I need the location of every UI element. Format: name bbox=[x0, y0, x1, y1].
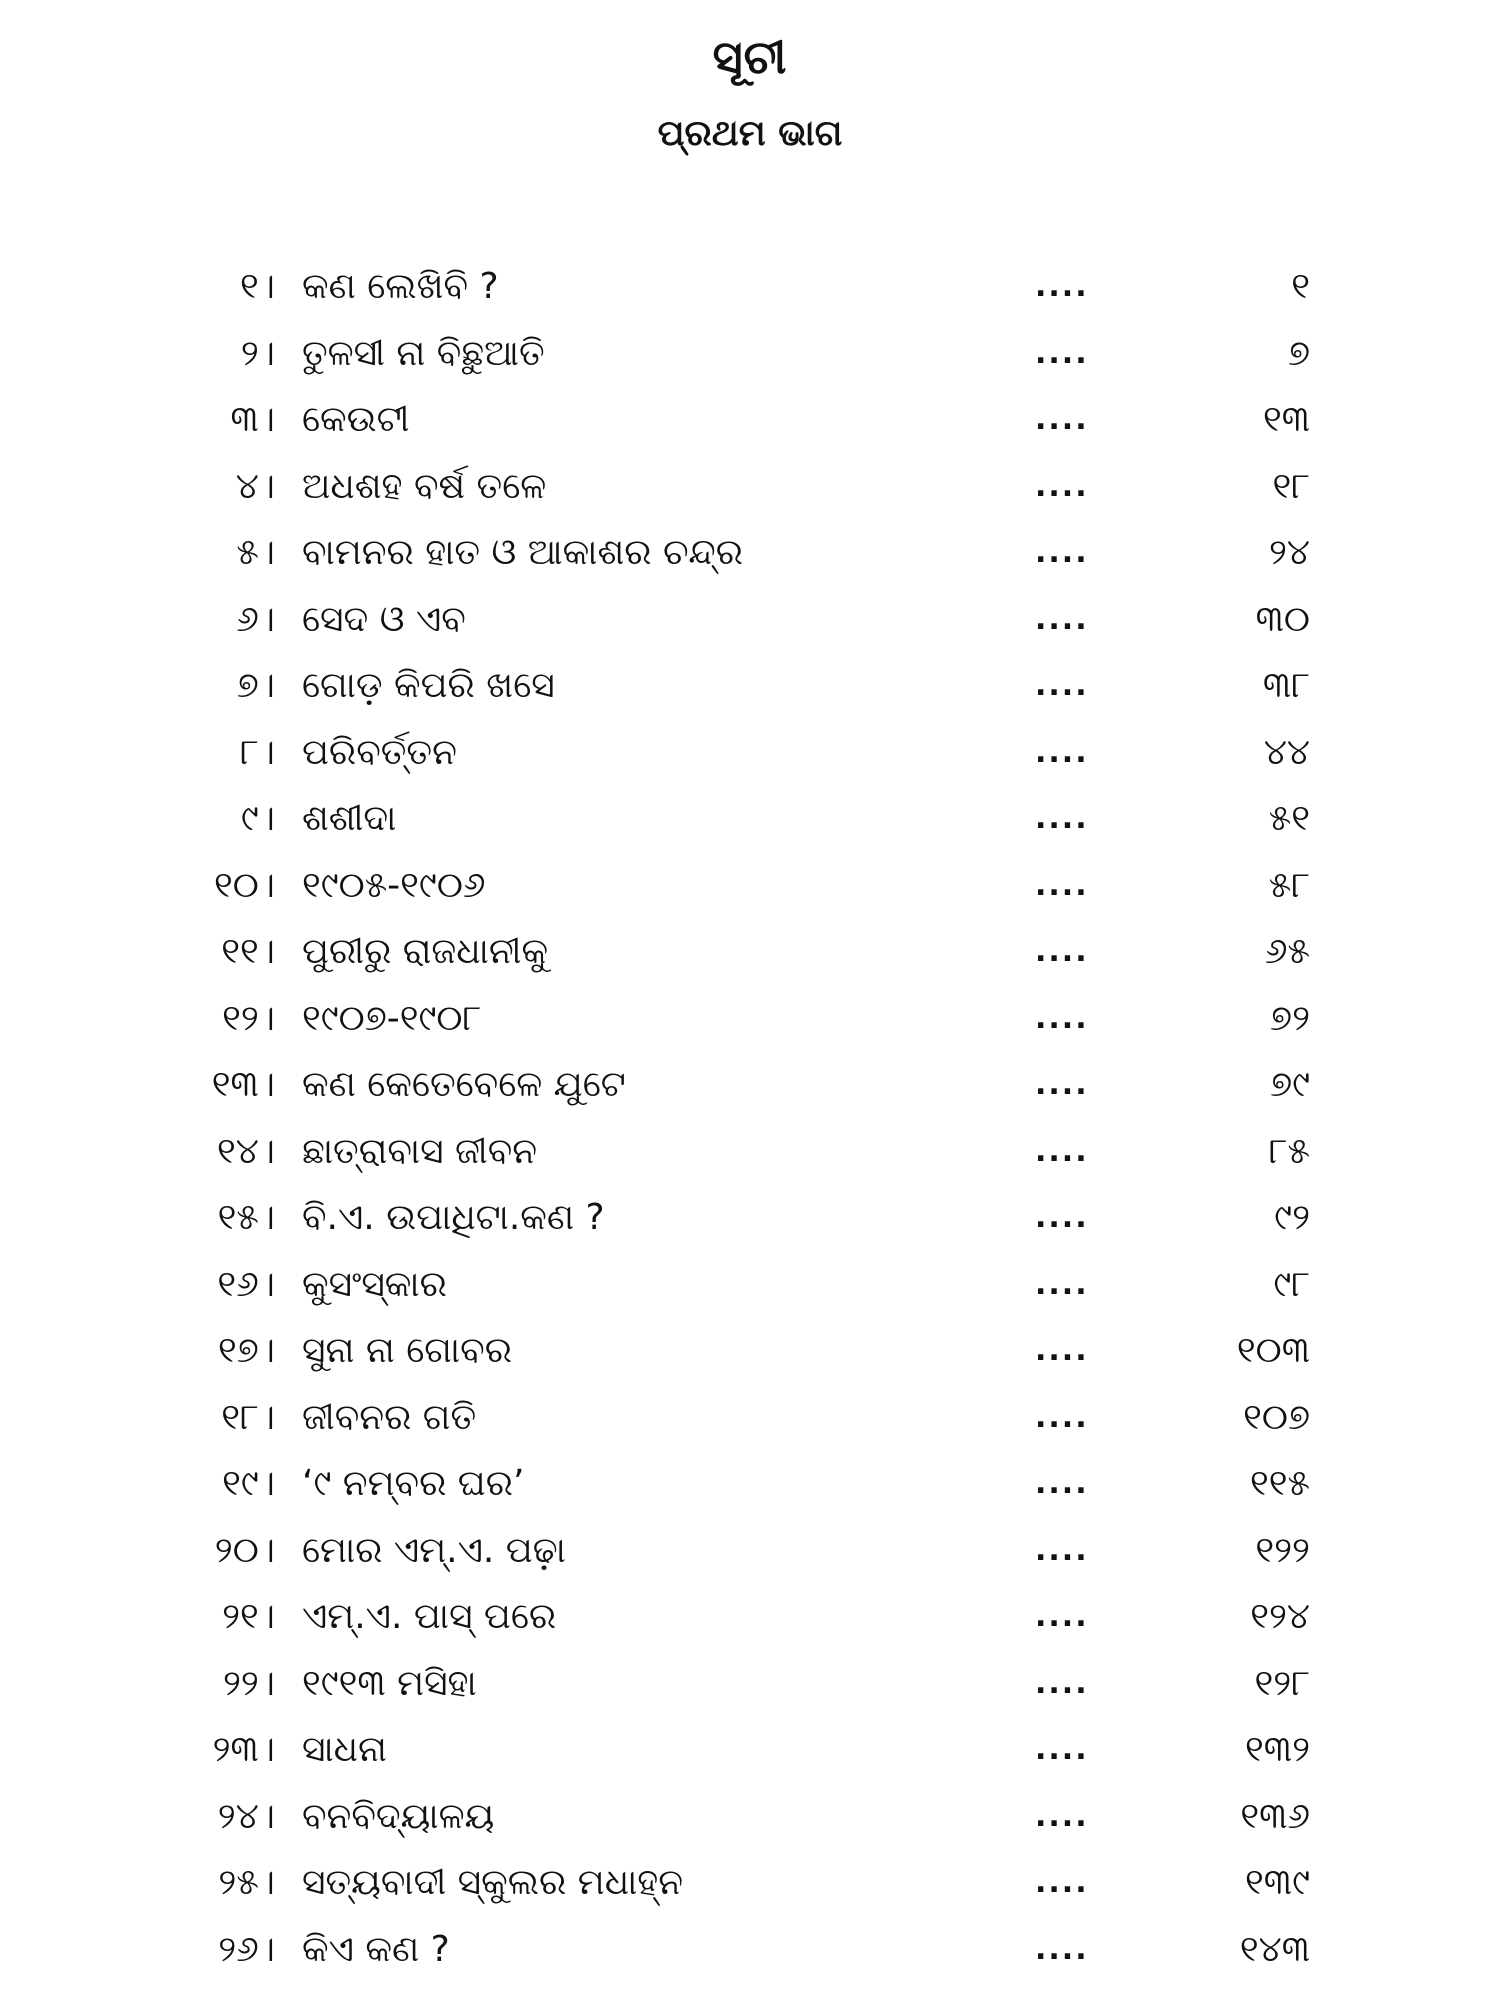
toc-entry-page-number: ୧୩୯ bbox=[1245, 1862, 1310, 1903]
page-subtitle: ପ୍ରଥମ ଭାଗ bbox=[657, 113, 843, 154]
toc-entry-leader-dots: .... bbox=[1035, 1665, 1089, 1701]
toc-entry-number: ୧୯। bbox=[222, 1463, 275, 1504]
toc-entry-title: ଅଧଶହ ବର୍ଷ ତଳେ bbox=[302, 465, 547, 507]
toc-entry bbox=[0, 1127, 1500, 1194]
toc-entry-leader-dots: .... bbox=[1035, 1798, 1089, 1834]
toc-entry-title: ବି.ଏ. ଉପାଧିଟା.କଣ ? bbox=[302, 1197, 605, 1238]
toc-entry-number: ୨୩। bbox=[212, 1729, 275, 1770]
toc-entry-number: ୫। bbox=[236, 532, 275, 573]
toc-entry-title: ବନବିଦ୍ୟାଳୟ bbox=[302, 1795, 495, 1837]
toc-entry-leader-dots: .... bbox=[1035, 335, 1089, 371]
toc-entry bbox=[0, 794, 1500, 861]
toc-entry-leader-dots: .... bbox=[1035, 269, 1089, 304]
toc-entry-number: ୨୫। bbox=[218, 1862, 275, 1903]
toc-entry bbox=[0, 728, 1500, 795]
toc-entry bbox=[0, 1526, 1500, 1593]
toc-entry-leader-dots: .... bbox=[1035, 801, 1089, 836]
toc-entry bbox=[0, 395, 1500, 462]
toc-entry-title: ସାଧନା bbox=[302, 1729, 387, 1770]
toc-entry-title: କଣ କେତେବେଳେ ଯୁଟେ bbox=[302, 1064, 626, 1105]
toc-entry-title: ପୁରୀରୁ ରାଜଧାନୀକୁ bbox=[302, 931, 549, 972]
toc-entry-page-number: ୧୦୩ bbox=[1236, 1330, 1310, 1371]
toc-entry bbox=[0, 262, 1500, 329]
toc-entry-page-number: ୧୮ bbox=[1272, 465, 1310, 507]
toc-entry-title: କେଉଟୀ bbox=[302, 399, 410, 440]
toc-entry-number: ୧୩। bbox=[211, 1064, 275, 1105]
toc-entry-page-number: ୮୫ bbox=[1268, 1130, 1310, 1172]
toc-entry-page-number: ୫୧ bbox=[1268, 798, 1310, 839]
toc-entry-title: କୁସଂସ୍କାର bbox=[302, 1263, 447, 1305]
toc-entry bbox=[0, 1193, 1500, 1260]
toc-entry-leader-dots: .... bbox=[1035, 535, 1089, 570]
toc-entry bbox=[0, 1792, 1500, 1859]
toc-entry bbox=[0, 1858, 1500, 1925]
toc-entry-number: ୨୬। bbox=[218, 1928, 275, 1970]
toc-entry-page-number: ୬୫ bbox=[1264, 931, 1310, 972]
toc-entry-page-number: ୧ bbox=[1291, 266, 1310, 307]
toc-entry-leader-dots: .... bbox=[1035, 934, 1089, 969]
toc-entry bbox=[0, 861, 1500, 928]
toc-entry-number: ୧। bbox=[240, 266, 275, 307]
toc-entry-title: ସତ୍ୟବାଦୀ ସ୍କୁଲର ମଧାହ୍ନ bbox=[302, 1862, 684, 1903]
toc-entry-number: ୯। bbox=[240, 798, 275, 839]
toc-entry-number: ୧୮। bbox=[221, 1396, 275, 1438]
toc-entry bbox=[0, 1659, 1500, 1726]
toc-entry-title: ୧୯୦୫-୧୯୦୬ bbox=[302, 864, 486, 906]
toc-entry-page-number: ୯୨ bbox=[1274, 1197, 1310, 1238]
toc-entry-title: ଛାତ୍ରାବାସ ଜୀବନ bbox=[302, 1130, 538, 1172]
toc-entry-leader-dots: .... bbox=[1035, 1532, 1089, 1568]
toc-entry-title: କିଏ କଣ ? bbox=[302, 1928, 450, 1970]
toc-entry bbox=[0, 595, 1500, 662]
toc-entry-title: ପରିବର୍ତ୍ତନ bbox=[302, 731, 457, 773]
toc-entry bbox=[0, 462, 1500, 529]
toc-entry-page-number: ୧୩୨ bbox=[1245, 1729, 1310, 1770]
toc-entry-page-number: ୭୯ bbox=[1270, 1064, 1310, 1105]
toc-entry-page-number: ୧୩୬ bbox=[1240, 1795, 1310, 1837]
toc-entry-title: ୧୯୧୩ ମସିହା bbox=[302, 1662, 477, 1704]
toc-entry-number: ୧୬। bbox=[217, 1263, 275, 1305]
toc-entry-page-number: ୫୮ bbox=[1268, 864, 1310, 906]
toc-entry bbox=[0, 1393, 1500, 1460]
toc-entry bbox=[0, 661, 1500, 728]
toc-entry-page-number: ୧୨୪ bbox=[1250, 1596, 1310, 1637]
toc-entry-title: ଏମ୍.ଏ. ପାସ୍ ପରେ bbox=[302, 1596, 557, 1637]
toc-entry-leader-dots: .... bbox=[1035, 1266, 1089, 1302]
toc-entry-page-number: ୪୪ bbox=[1263, 731, 1310, 773]
toc-entry-number: ୨୦। bbox=[214, 1529, 275, 1571]
toc-entry-number: ୧୦। bbox=[213, 864, 275, 906]
toc-entry-title: ଶଶୀଦା bbox=[302, 798, 397, 839]
toc-entry bbox=[0, 1459, 1500, 1526]
toc-entry-leader-dots: .... bbox=[1035, 1200, 1089, 1235]
toc-entry-title: ସେଦ ଓ ଏବ bbox=[302, 598, 466, 640]
toc-entry bbox=[0, 1326, 1500, 1393]
toc-entry-title: ସୁନା ନା ଗୋବର bbox=[302, 1330, 512, 1371]
toc-entry-page-number: ୧୧୫ bbox=[1250, 1463, 1310, 1504]
toc-entry-leader-dots: .... bbox=[1035, 1133, 1089, 1169]
toc-entry-title: ଜୀବନର ଗତି bbox=[302, 1396, 477, 1438]
toc-entry-number: ୮। bbox=[240, 731, 275, 773]
toc-entry-leader-dots: .... bbox=[1035, 734, 1089, 770]
toc-entry-page-number: ୭୨ bbox=[1270, 997, 1310, 1039]
toc-entry-leader-dots: .... bbox=[1035, 867, 1089, 903]
toc-entry-leader-dots: .... bbox=[1035, 1399, 1089, 1435]
toc-entry-leader-dots: .... bbox=[1035, 601, 1089, 637]
toc-entry-leader-dots: .... bbox=[1035, 402, 1089, 437]
toc-entry bbox=[0, 1260, 1500, 1327]
toc-entry-number: ୧୨। bbox=[222, 997, 275, 1039]
toc-entry-number: ୧୧। bbox=[221, 931, 275, 972]
toc-entry-title: ୧୯୦୭-୧୯୦୮ bbox=[302, 997, 482, 1039]
toc-entry-number: ୨୧। bbox=[222, 1596, 275, 1637]
toc-entry-leader-dots: .... bbox=[1035, 1732, 1089, 1767]
toc-entry-leader-dots: .... bbox=[1035, 1865, 1089, 1900]
toc-entry-number: ୬। bbox=[236, 598, 275, 640]
toc-entry-title: କଣ ଲେଖିବି ? bbox=[302, 266, 499, 307]
toc-entry-page-number: ୨୪ bbox=[1268, 532, 1310, 573]
toc-entry-number: ୭। bbox=[236, 665, 275, 706]
toc-entry bbox=[0, 1592, 1500, 1659]
toc-entry-page-number: ୩୦ bbox=[1255, 598, 1310, 640]
toc-entry-number: ୨୨। bbox=[222, 1662, 275, 1704]
toc-entry-leader-dots: .... bbox=[1035, 468, 1089, 504]
toc-entry-number: ୨୪। bbox=[217, 1795, 275, 1837]
toc-entry-title: ତୁଳସୀ ନା ବିଛୁଆତି bbox=[302, 332, 545, 374]
toc-entry bbox=[0, 528, 1500, 595]
toc-entry-leader-dots: .... bbox=[1035, 1067, 1089, 1102]
page-title: ସୂଚୀ bbox=[712, 30, 788, 84]
toc-entry-page-number: ୧୪୩ bbox=[1239, 1928, 1310, 1970]
toc-entry-title: ବାମନର ହାତ ଓ ଆକାଶର ଚନ୍ଦ୍ର bbox=[302, 532, 743, 573]
toc-entry-title: ଗୋଡ଼ କିପରି ଖସେ bbox=[302, 665, 555, 706]
toc-entry-leader-dots: .... bbox=[1035, 1931, 1089, 1967]
toc-entry-title: ‘୯ ନମ୍ବର ଘର’ bbox=[302, 1463, 525, 1504]
toc-entry-page-number: ୯୮ bbox=[1273, 1263, 1310, 1305]
toc-entry bbox=[0, 994, 1500, 1061]
table-of-contents bbox=[0, 262, 1500, 1991]
toc-entry bbox=[0, 1060, 1500, 1127]
toc-entry-title: ମୋର ଏମ୍.ଏ. ପଢ଼ା bbox=[302, 1529, 566, 1571]
toc-entry-leader-dots: .... bbox=[1035, 1000, 1089, 1036]
toc-entry bbox=[0, 1725, 1500, 1792]
toc-entry-number: ୧୫। bbox=[217, 1197, 275, 1238]
toc-entry-number: ୧୪। bbox=[216, 1130, 275, 1172]
toc-entry bbox=[0, 927, 1500, 994]
toc-entry-leader-dots: .... bbox=[1035, 1466, 1089, 1501]
toc-entry-number: ୪। bbox=[235, 465, 275, 507]
toc-entry bbox=[0, 329, 1500, 396]
toc-entry-leader-dots: .... bbox=[1035, 1599, 1089, 1634]
toc-entry-page-number: ୧୩ bbox=[1262, 399, 1310, 440]
toc-entry-number: ୧୭। bbox=[218, 1330, 275, 1371]
toc-entry bbox=[0, 1925, 1500, 1992]
toc-entry-number: ୨। bbox=[240, 332, 275, 374]
toc-entry-page-number: ୧୨୨ bbox=[1255, 1529, 1310, 1571]
toc-entry-page-number: ୧୨୮ bbox=[1254, 1662, 1310, 1704]
toc-entry-page-number: ୭ bbox=[1287, 332, 1310, 374]
toc-entry-page-number: ୧୦୭ bbox=[1243, 1396, 1310, 1438]
toc-entry-leader-dots: .... bbox=[1035, 1333, 1089, 1368]
toc-entry-page-number: ୩୮ bbox=[1262, 665, 1310, 706]
toc-entry-leader-dots: .... bbox=[1035, 668, 1089, 703]
toc-entry-number: ୩। bbox=[230, 399, 275, 440]
